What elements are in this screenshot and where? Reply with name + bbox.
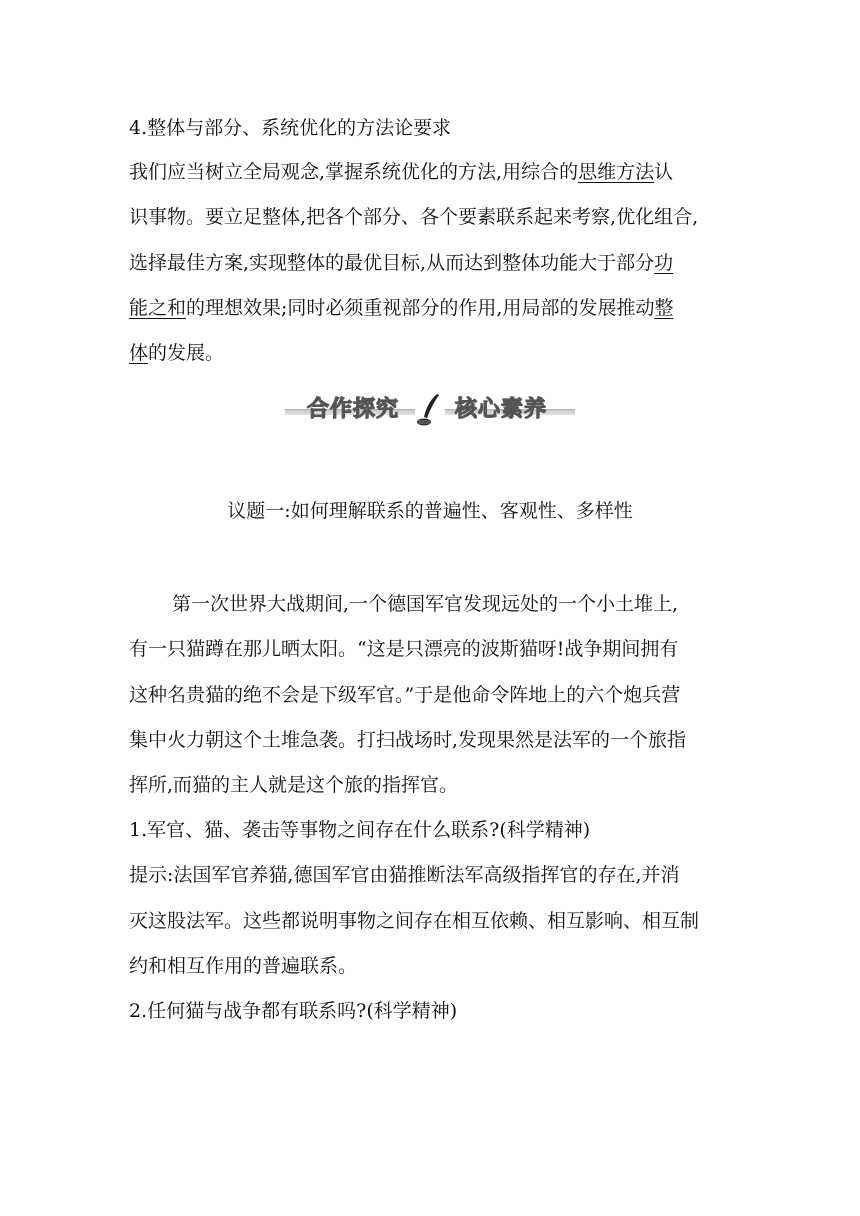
underlined-term: 体 (129, 342, 149, 364)
underlined-term: 思维方法 (578, 161, 655, 183)
section-heading: 4.整体与部分、系统优化的方法论要求 (129, 117, 452, 139)
paragraph-line: 第一次世界大战期间,一个德国军官发现远处的一个小土堆上, (172, 593, 679, 615)
question-2: 2.任何猫与战争都有联系吗?(科学精神) (129, 1000, 458, 1022)
paragraph-line (129, 341, 729, 365)
answer-line: 灭这股法军。这些都说明事物之间存在相互依赖、相互影响、相互制 (129, 910, 700, 932)
paragraph-line (129, 296, 729, 320)
underlined-term: 能之和 (129, 297, 187, 319)
paragraph-line: 有一只猫蹲在那儿晒太阳。“这是只漂亮的波斯猫呀!战争期间拥有 (129, 638, 679, 660)
underlined-term: 整 (654, 297, 674, 319)
paragraph-line: 识事物。要立足整体,把各个部分、各个要素联系起来考察,优化组合, (129, 206, 699, 228)
text-run: 认 (654, 161, 674, 183)
answer-line: 约和相互作用的普遍联系。 (129, 955, 358, 977)
paragraph-line: 这种名贵猫的绝不会是下级军官。”于是他命令阵地上的六个炮兵营 (129, 684, 681, 706)
paragraph-line: 集中火力朝这个土堆急袭。打扫战场时,发现果然是法军的一个旅指 (129, 729, 687, 751)
underlined-term: 功 (654, 252, 674, 274)
text-run: 的发展。 (148, 342, 225, 364)
banner-label-left: 合作探究 (307, 397, 400, 422)
text-run: 的理想效果;同时必须重视部分的作用,用局部的发展推动 (186, 297, 655, 319)
section-banner (285, 392, 575, 428)
text-run: 选择最佳方案,实现整体的最优目标,从而达到整体功能大于部分 (129, 252, 655, 274)
banner-label-right: 核心素养 (455, 397, 548, 422)
question-1: 1.军官、猫、袭击等事物之间存在什么联系?(科学精神) (129, 819, 591, 841)
text-run: 我们应当树立全局观念,掌握系统优化的方法,用综合的 (129, 161, 579, 183)
topic-title: 议题一:如何理解联系的普遍性、客观性、多样性 (227, 500, 633, 522)
ink-pen-icon (415, 392, 445, 428)
paragraph-line (129, 251, 729, 275)
answer-line: 提示:法国军官养猫,德国军官由猫推断法军高级指挥官的存在,并消 (129, 864, 680, 886)
paragraph-line (129, 160, 729, 184)
paragraph-line: 挥所,而猫的主人就是这个旅的指挥官。 (129, 774, 459, 796)
